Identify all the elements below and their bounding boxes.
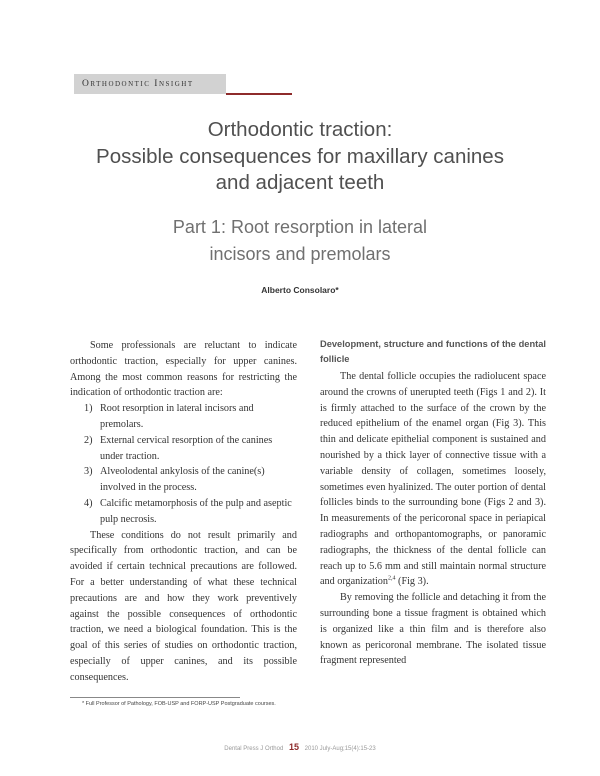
section-tag: Orthodontic Insight	[74, 74, 226, 94]
footnote-rule	[70, 697, 240, 698]
subtitle-line: incisors and premolars	[209, 244, 391, 264]
section-rule	[226, 93, 292, 95]
list-number: 2)	[84, 434, 93, 446]
list-text: Calcific metamorphosis of the pulp and aseptic pulp necrosis.	[100, 497, 292, 525]
list-item	[70, 464, 297, 496]
title-line: Orthodontic traction:	[207, 118, 393, 141]
section-heading: Development, structure and functions of the dental follicle	[320, 339, 546, 364]
page-footer	[150, 742, 450, 752]
issue-info: 2010 July-Aug;15(4):15-23	[304, 746, 376, 752]
list-text: Root resorption in lateral incisors and premolars.	[100, 403, 254, 430]
reasons-list	[70, 401, 297, 527]
list-number: 1)	[84, 403, 93, 415]
intro-paragraph: Some professionals are reluctant to indicate orthodontic traction, especially for upper canines. Among the most common reasons for restricting the indication of orthodontic traction are:	[70, 340, 297, 399]
list-item	[70, 433, 297, 465]
page-number: 15	[288, 742, 299, 752]
list-item	[70, 496, 297, 528]
citation: 2,4	[388, 575, 396, 582]
right-column	[320, 337, 546, 669]
list-number: 4)	[84, 497, 93, 509]
list-number: 3)	[84, 466, 93, 478]
paragraph-text: The dental follicle occupies the radiolucent space around the crowns of unerupted teeth (Figs 1 and 2). It is firmly attached to the surface of the crown by the reduced epithelium of the enamel organ (Fig 3). This thin and delicate epithelial component is sustained and nourished by a thick layer of connective tissue with a variable density of collagen, sometimes loosely, sometimes even hyalinized. The outer portion of dental follicles binds to the surrounding bone (Figs 2 and 3). In measurements of the pericoronal space in periapical radiographs and orthopantomographs, or panoramic radiographs, the thickness of the dental follicle can reach up to 5.6 mm and still maintain normal structure and organization	[320, 371, 546, 588]
article-subtitle	[120, 214, 480, 268]
subtitle-line: Part 1: Root resorption in lateral	[172, 217, 428, 237]
list-text: Alveolodental ankylosis of the canine(s) involved in the process.	[100, 466, 265, 494]
left-column	[70, 338, 297, 686]
closing-paragraph: These conditions do not result primarily and specifically from orthodontic traction, and can be avoided if certain technical precautions are followed. For a better understanding of what these technical precautions are and how they work preventively against the possible consequences of orthodontic traction, we need a biological foundation. This is the goal of this series of studies on orthodontic traction, especially of upper canines, and its possible consequences.	[70, 529, 297, 683]
footnote: * Full Professor of Pathology, FOB-USP and FORP-USP Postgraduate courses.	[82, 701, 276, 707]
journal-name: Dental Press J Orthod	[224, 746, 284, 752]
title-line: Possible consequences for maxillary canines	[96, 144, 504, 168]
article-title	[60, 117, 540, 197]
author: Alberto Consolaro*	[261, 285, 339, 295]
follicle-paragraph-2: By removing the follicle and detaching it from the surrounding bone a tissue fragment is obtained which is organized like a thin film and is therefore also known as pericoronal membrane. The isolated tissue fragment represented	[320, 592, 546, 667]
follicle-paragraph-1	[320, 369, 546, 590]
list-item	[70, 401, 297, 433]
paragraph-text: (Fig 3).	[395, 576, 429, 588]
title-line: and adjacent teeth	[215, 171, 385, 194]
list-text: External cervical resorption of the canines under traction.	[100, 434, 273, 462]
